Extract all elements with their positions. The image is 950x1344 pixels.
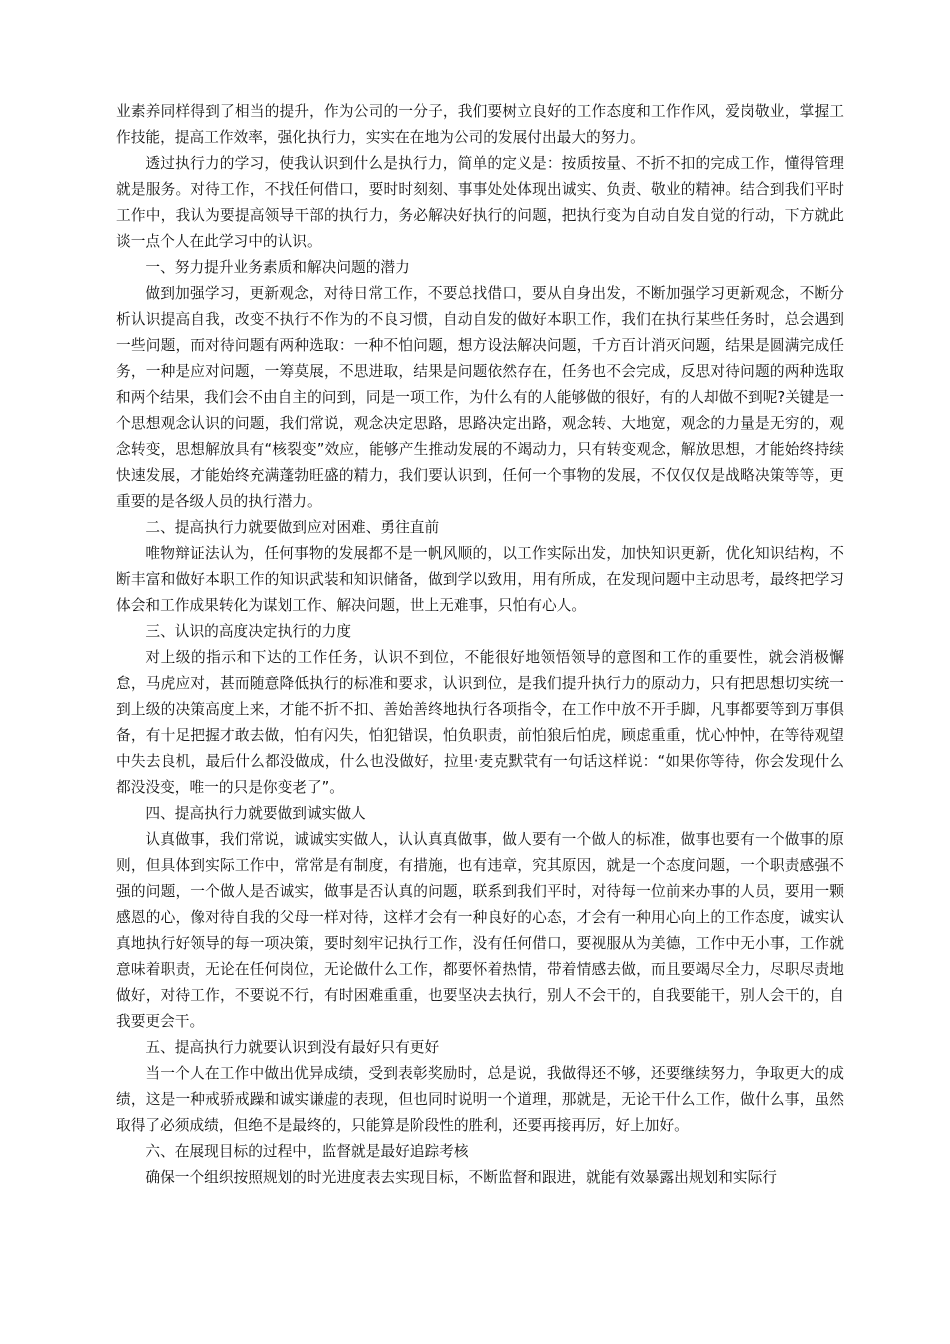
paragraph-section-3: 对上级的指示和下达的工作任务，认识不到位，不能很好地领悟领导的意图和工作的重要性，就会消极懈怠，马虎应对，甚而随意降低执行的标准和要求，认识到位，是我们提升执行力的原动力，只有把思想切实统一到上级的决策高度上来，才能不折不扣、善始善终地执行各项指令，在工作中放不开手脚，凡事都要等到万事俱备，有十足把握才敢去做，怕有闪失，怕犯错误，怕负职责，前怕狼后怕虎，顾虑重重，忧心忡忡，在等待观望中失去良机，最后什么都没做成，什么也没做好，拉里·麦克默茕有一句话这样说：“如果你等待，你会发现什么都没没变，唯一的只是你变老了”。 bbox=[116, 649, 844, 796]
section-heading-3: 三、认识的高度决定执行的力度 bbox=[145, 623, 352, 640]
paragraph-section-5: 当一个人在工作中做出优异成绩，受到表彰奖励时，总是说，我做得还不够，还要继续努力，争取更大的成绩，这是一种戒骄戒躁和诚实谦虚的表现，但也同时说明一个道理，那就是，无论干什么工作，做什么事，虽然取得了必须成绩，但绝不是最终的，只能算是阶段性的胜利，还要再接再厉，好上加好。 bbox=[116, 1065, 844, 1134]
section-heading-4: 四、提高执行力就要做到诚实做人 bbox=[145, 805, 366, 822]
paragraph-section-2: 唯物辩证法认为，任何事物的发展都不是一帆风顺的，以工作实际出发，加快知识更新，优化知识结构，不断丰富和做好本职工作的知识武装和知识储备，做到学以致用，用有所成，在发现问题中主动思考，最终把学习体会和工作成果转化为谋划工作、解决问题，世上无难事，只怕有心人。 bbox=[116, 545, 844, 614]
section-heading-5: 五、提高执行力就要认识到没有最好只有更好 bbox=[145, 1039, 440, 1056]
paragraph-continued: 业素养同样得到了相当的提升，作为公司的一分子，我们要树立良好的工作态度和工作作风，爱岗敬业，掌握工作技能，提高工作效率，强化执行力，实实在在地为公司的发展付出最大的努力。 bbox=[116, 103, 844, 146]
section-heading-1: 一、努力提升业务素质和解决问题的潜力 bbox=[145, 259, 410, 276]
paragraph-section-1: 做到加强学习，更新观念，对待日常工作，不要总找借口，要从自身出发，不断加强学习更新观念，不断分析认识提高自我，改变不执行不作为的不良习惯，自动自发的做好本职工作，我们在执行某些任务时，总会遇到一些问题，而对待问题有两种选取：一种不怕问题，想方设法解决问题，千方百计消灭问题，结果是圆满完成任务，一种是应对问题，一筹莫展，不思进取，结果是问题依然存在，任务也不会完成，反思对待问题的两种选取和两个结果，我们会不由自主的问到，同是一项工作，为什么有的人能够做的很好，有的人却做不到呢?关键是一个思想观念认识的问题，我们常说，观念决定思路，思路决定出路，观念转、大地宽，观念的力量是无穷的，观念转变，思想解放具有“核裂变”效应，能够产生推动发展的不竭动力，只有转变观念，解放思想，才能始终持续快速发展，才能始终充满蓬勃旺盛的精力，我们要认识到，任何一个事物的发展，不仅仅仅是战略决策等等，更重要的是各级人员的执行潜力。 bbox=[116, 285, 844, 510]
paragraph-section-4: 认真做事，我们常说，诚诚实实做人，认认真真做事，做人要有一个做人的标准，做事也要有一个做事的原则，但具体到实际工作中，常常是有制度，有措施，也有违章，究其原因，就是一个态度问题，一个职责感强不强的问题，一个做人是否诚实，做事是否认真的问题，联系到我们平时，对待每一位前来办事的人员，要用一颗感恩的心，像对待自我的父母一样对待，这样才会有一种良好的心态，才会有一种用心向上的工作态度，诚实认真地执行好领导的每一项决策，要时刻牢记执行工作，没有任何借口，要视服从为美德，工作中无小事，工作就意味着职责，无论在任何岗位，无论做什么工作，都要怀着热情，带着情感去做，而且要竭尽全力，尽职尽责地做好，对待工作，不要说不行，有时困难重重，也要坚决去执行，别人不会干的，自我要能干，别人会干的，自我要更会干。 bbox=[116, 831, 844, 1030]
paragraph-execution-definition: 透过执行力的学习，使我认识到什么是执行力，简单的定义是：按质按量、不折不扣的完成工作，懂得管理就是服务。对待工作，不找任何借口，要时时刻刻、事事处处体现出诚实、负责、敬业的精神。结合到我们平时工作中，我认为要提高领导干部的执行力，务必解决好执行的问题，把执行变为自动自发自觉的行动，下方就此谈一点个人在此学习中的认识。 bbox=[116, 155, 844, 250]
section-heading-6: 六、在展现目标的过程中，监督就是最好追踪考核 bbox=[145, 1143, 469, 1160]
paragraph-section-6: 确保一个组织按照规划的时光进度表去实现目标，不断监督和跟进，就能有效暴露出规划和实际行 bbox=[145, 1169, 777, 1186]
section-heading-2: 二、提高执行力就要做到应对困难、勇往直前 bbox=[145, 519, 440, 536]
document-body bbox=[116, 99, 844, 1191]
